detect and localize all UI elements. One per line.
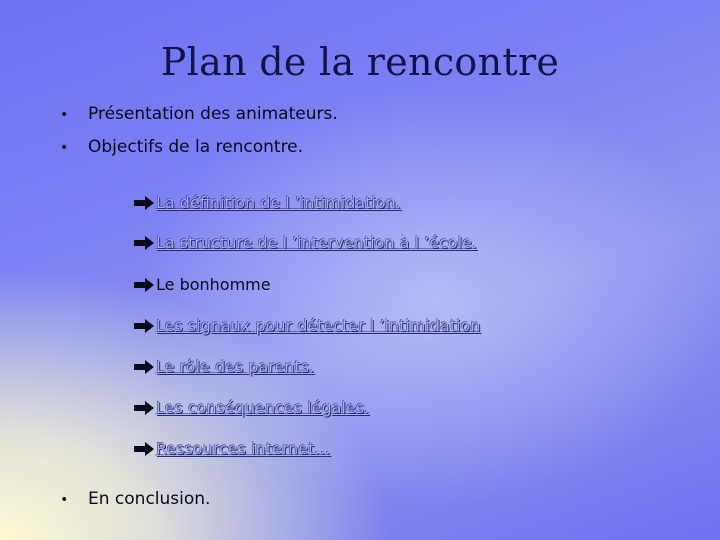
subitem-signaux[interactable]	[133, 316, 480, 335]
text-bonhomme: Le bonhomme	[156, 275, 271, 294]
arrow-right-icon	[133, 441, 155, 457]
bullet-dot: •	[60, 492, 69, 508]
arrow-right-icon	[133, 318, 155, 334]
arrow-right-icon	[133, 359, 155, 375]
bullet-presentation	[60, 104, 338, 124]
link-signaux[interactable]: Les signaux pour détecter l ’intimidation	[156, 316, 481, 335]
arrow-right-icon	[133, 195, 155, 211]
link-consequences[interactable]: Les conséquences légales.	[156, 398, 370, 417]
bullet-dot: •	[60, 107, 69, 123]
link-structure[interactable]: La structure de l ’intervention à l ’école.	[156, 233, 477, 252]
bullet-dot: •	[60, 140, 69, 156]
arrow-right-icon	[133, 235, 155, 251]
bullet-conclusion	[60, 489, 210, 509]
subitem-bonhomme	[133, 275, 271, 294]
subitem-ressources[interactable]	[133, 439, 330, 458]
subitem-definition[interactable]	[133, 193, 401, 212]
subitem-role-parents[interactable]	[133, 357, 314, 376]
bullet-text: Présentation des animateurs.	[88, 104, 338, 124]
slide-title: Plan de la rencontre	[160, 40, 560, 84]
link-definition[interactable]: La définition de l ’intimidation.	[156, 193, 401, 212]
link-role-parents[interactable]: Le rôle des parents.	[156, 357, 315, 376]
subitem-consequences[interactable]	[133, 398, 369, 417]
bullet-text: En conclusion.	[88, 489, 211, 509]
arrow-right-icon	[133, 400, 155, 416]
bullet-text: Objectifs de la rencontre.	[88, 137, 304, 157]
arrow-right-icon	[133, 277, 155, 293]
link-ressources[interactable]: Ressources internet…	[156, 439, 331, 458]
bullet-objectifs	[60, 137, 303, 157]
subitem-structure[interactable]	[133, 233, 477, 252]
